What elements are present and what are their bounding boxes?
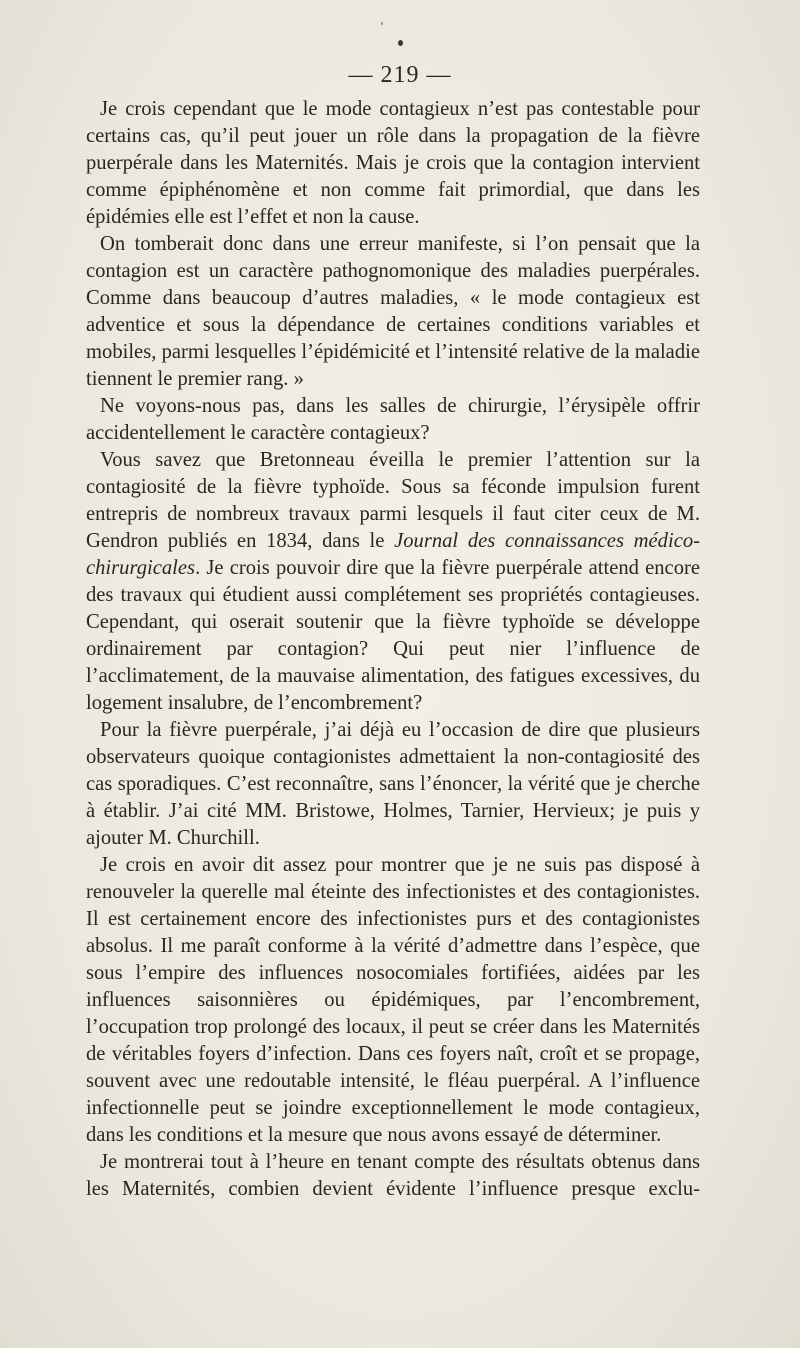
- paragraph: [86, 852, 700, 1149]
- body-text: [86, 96, 700, 1203]
- ink-speck: [381, 22, 383, 25]
- paragraph: [86, 231, 700, 393]
- paragraph: [86, 96, 700, 231]
- paragraph-text: Je montrerai tout à l’heure en tenant compte des résultats obtenus dans les Maternités, combien devient évidente l’influence presque exclu-: [86, 1151, 700, 1200]
- journal-title: Journal des connaissances médico-chirurgicales: [86, 530, 700, 579]
- paragraph-text: Ne voyons-nous pas, dans les salles de chirurgie, l’érysipèle offrir accidentellement le caractère contagieux?: [86, 395, 700, 444]
- paragraph-text: On tomberait donc dans une erreur manifeste, si l’on pensait que la contagion est un caractère pathognomonique des maladies puerpérales. Comme dans beaucoup d’autres maladies, « le mode contagieux est adventice et sous la dépendance de certaines conditions variables et mobiles, parmi lesquelles l’épidémicité et l’intensité relative de la maladie tiennent le premier rang. »: [86, 233, 700, 390]
- paragraph-text: Je crois cependant que le mode contagieux n’est pas contestable pour certains cas, qu’il peut jouer un rôle dans la propagation de la fièvre puerpérale dans les Maternités. Mais je crois que la contagion intervient comme épiphénomène et non comme fait primordial, que dans les épidémies elle est l’effet et non la cause.: [86, 98, 700, 228]
- paragraph: [86, 393, 700, 447]
- paragraph: [86, 447, 700, 717]
- paragraph-text: Pour la fièvre puerpérale, j’ai déjà eu l’occasion de dire que plusieurs observateurs quoique contagionistes admettaient la non-contagiosité des cas sporadiques. C’est reconnaître, sans l’énoncer, la vérité que je cherche à établir. J’ai cité MM. Bristowe, Holmes, Tarnier, Hervieux; je puis y ajouter M. Churchill.: [86, 719, 700, 849]
- paragraph-text: Je crois en avoir dit assez pour montrer que je ne suis pas disposé à renouveler la querelle mal éteinte des infectionistes et des contagionistes. Il est certainement encore des infectionistes purs et des contagionistes absolus. Il me paraît conforme à la vérité d’admettre dans l’espèce, que sous l’empire des influences nosocomiales fortifiées, aidées par les influences saisonnières ou épidémiques, par l’encombrement, l’occupation trop prolongé des locaux, il peut se créer dans les Maternités de véritables foyers d’infection. Dans ces foyers naît, croît et se propage, souvent avec une redoutable intensité, le fléau puerpéral. A l’influence infectionnelle peut se joindre exceptionnellement le mode contagieux, dans les conditions et la mesure que nous avons essayé de déterminer.: [86, 854, 700, 1146]
- page-number: — 219 —: [348, 62, 452, 88]
- paragraph-text: Vous savez que Bretonneau éveilla le premier l’attention sur la contagiosité de la fièvre typhoïde. Sous sa féconde impulsion furent entrepris de nombreux travaux parmi lesquels il faut citer ceux de M. Gendron publiés en 1834, dans le: [86, 449, 700, 552]
- paragraph: [86, 1149, 700, 1203]
- ink-speck: [398, 40, 403, 46]
- paragraph: [86, 717, 700, 852]
- paragraph-text: . Je crois pouvoir dire que la fièvre puerpérale attend encore des travaux qui étudient aussi complétement ses propriétés contagieuses. Cependant, qui oserait soutenir que la fièvre typhoïde se développe ordinairement par contagion? Qui peut nier l’influence de l’acclimatement, de la mauvaise alimentation, des fatigues excessives, du logement insalubre, de l’encombrement?: [86, 557, 700, 714]
